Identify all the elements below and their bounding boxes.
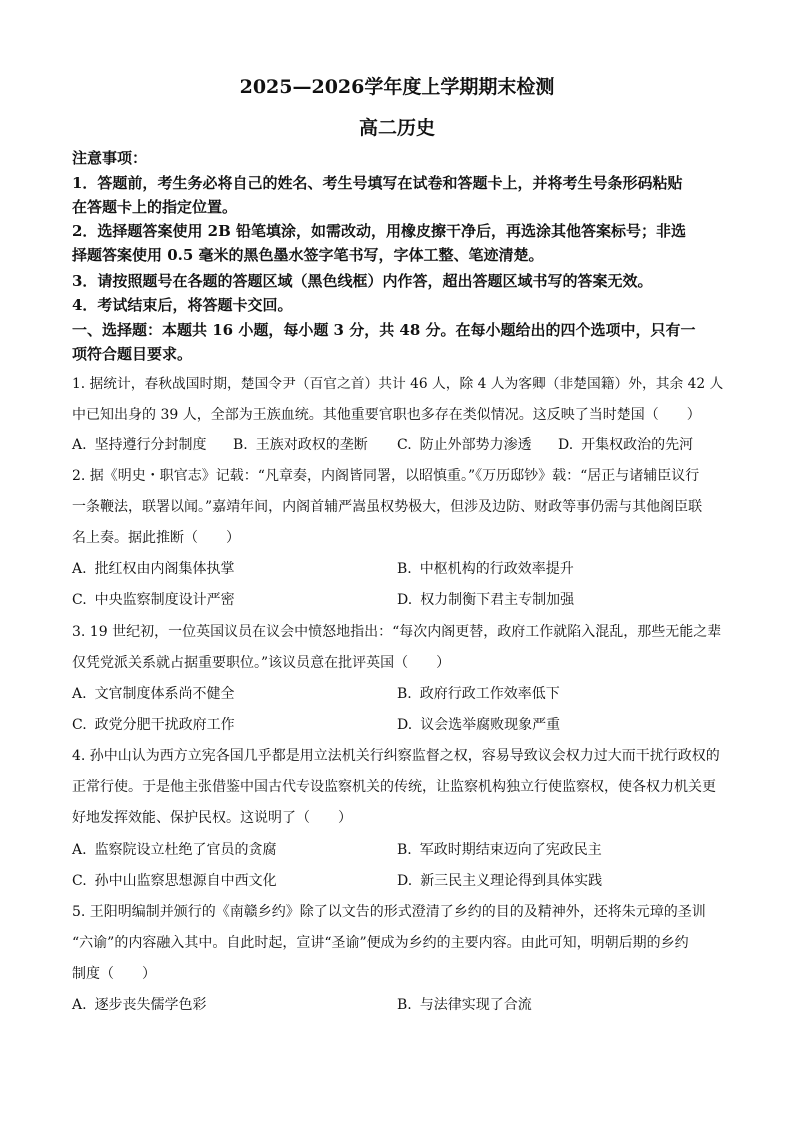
option-text: 军政时期结束迈向了宪政民主 [419,842,602,858]
option-key: D. [558,437,574,453]
option-text: 权力制衡下君主专制加强 [420,592,575,608]
option-key: D. [397,717,413,733]
option-text: 王族对政权的垄断 [255,437,368,453]
option-key: A. [72,842,87,858]
question-2-text: 名上奏。据此推断（ ） [72,530,240,546]
option-text: 议会选举腐败现象严重 [420,717,561,733]
question-1-option-c [397,435,532,455]
option-key: C. [72,592,87,608]
question-3-option-d [397,715,560,735]
option-text: 与法律实现了合流 [419,997,532,1013]
option-text: 批红权由内阁集体执掌 [94,561,235,577]
question-4-text: 正常行使。于是他主张借鉴中国古代专设监察机关的传统，让监察机构独立行使监察权，使各权力机关更 [72,779,716,795]
question-3-option-b [397,684,560,704]
question-5-text: 制度（ ） [72,966,156,982]
question-2-option-b [397,559,574,579]
option-key: B. [397,997,412,1013]
question-2-option-d [397,590,574,610]
option-text: 政党分肥干扰政府工作 [94,717,235,733]
option-text: 政府行政工作效率低下 [419,686,560,702]
question-5-option-b [397,995,532,1015]
question-3-text: 3. 19 世纪初，一位英国议员在议会中愤怒地指出：“每次内阁更替，政府工作就陷入混乱，那些无能之辈 [72,624,722,640]
notice-line: 1．答题前，考生务必将自己的姓名、考生号填写在试卷和答题卡上，并将考生号条形码粘贴 [72,174,683,192]
option-key: B. [233,437,248,453]
option-key: B. [397,561,412,577]
option-text: 孙中山监察思想源自中西文化 [94,873,277,889]
option-key: B. [397,686,412,702]
option-text: 监察院设立杜绝了官员的贪腐 [94,842,277,858]
notice-line: 3．请按照题号在各题的答题区域（黑色线框）内作答，超出答题区域书写的答案无效。 [72,272,653,290]
question-1-option-b [233,435,368,455]
question-3-option-a [72,684,235,704]
notice-line: 在答题卡上的指定位置。 [72,198,238,216]
question-4-text: 4. 孙中山认为西方立宪各国几乎都是用立法机关行纠察监督之权，容易导致议会权力过大而干扰行政权的 [72,748,720,764]
option-key: D. [397,873,413,889]
option-key: C. [397,437,412,453]
option-text: 中央监察制度设计严密 [94,592,235,608]
question-2-option-a [72,559,235,579]
question-4-text: 好地发挥效能、保护民权。这说明了（ ） [72,810,352,826]
notice-line: 4．考试结束后，将答题卡交回。 [72,296,293,314]
notice-heading: 注意事项： [72,149,148,167]
notice-line: 择题答案使用 0.5 毫米的黑色墨水签字笔书写，字体工整、笔迹清楚。 [72,246,544,264]
question-5-option-a [72,995,207,1015]
option-key: A. [72,686,87,702]
question-1-text: 中已知出身的 39 人，全部为王族血统。其他重要官职也多存在类似情况。这反映了当时楚国（ ） [72,407,701,423]
option-key: A. [72,437,87,453]
option-key: C. [72,873,87,889]
option-text: 逐步丧失儒学色彩 [94,997,207,1013]
question-1-option-d [558,435,693,455]
question-4-option-b [397,840,602,860]
question-5-text: 5. 王阳明编制并颁行的《南赣乡约》除了以文告的形式澄清了乡约的目的及精神外，还将朱元璋的圣训 [72,904,706,920]
question-1-option-a [72,435,207,455]
option-key: C. [72,717,87,733]
question-2-text: 一条鞭法，联署以闻。”嘉靖年间，内阁首辅严嵩虽权势极大，但涉及边防、财政等事仍需与其他阁臣联 [72,499,703,515]
notice-line: 2．选择题答案使用 2B 铅笔填涂，如需改动，用橡皮擦干净后，再选涂其他答案标号；非选 [72,222,687,240]
option-key: A. [72,997,87,1013]
page-subtitle: 高二历史 [358,117,435,139]
question-1-text: 1. 据统计，春秋战国时期，楚国令尹（百官之首）共计 46 人，除 4 人为客卿（非楚国籍）外，其余 42 人 [72,376,724,392]
option-key: A. [72,561,87,577]
option-text: 文官制度体系尚不健全 [94,686,235,702]
question-4-option-c [72,871,277,891]
question-3-text: 仅凭党派关系就占据重要职位。”该议员意在批评英国（ ） [72,655,451,671]
section-heading: 一、选择题：本题共 16 小题，每小题 3 分，共 48 分。在每小题给出的四个选项中，只有一 [72,321,696,339]
question-2-text: 2. 据《明史・职官志》记载：“凡章奏，内阁皆同署，以昭慎重。”《万历邸钞》载：“居正与诸辅臣议行 [72,468,700,484]
question-2-option-c [72,590,235,610]
option-text: 防止外部势力渗透 [419,437,532,453]
section-heading: 项符合题目要求。 [72,345,193,363]
option-text: 新三民主义理论得到具体实践 [420,873,603,889]
option-text: 中枢机构的行政效率提升 [419,561,574,577]
option-key: D. [397,592,413,608]
option-text: 坚持遵行分封制度 [94,437,207,453]
question-3-option-c [72,715,235,735]
page-title: 2025—2026学年度上学期期末检测 [239,76,555,98]
option-key: B. [397,842,412,858]
option-text: 开集权政治的先河 [581,437,694,453]
question-4-option-d [397,871,602,891]
question-4-option-a [72,840,277,860]
question-5-text: “六谕”的内容融入其中。自此时起，宣讲“圣谕”便成为乡约的主要内容。由此可知，明朝后期的乡约 [72,935,689,951]
